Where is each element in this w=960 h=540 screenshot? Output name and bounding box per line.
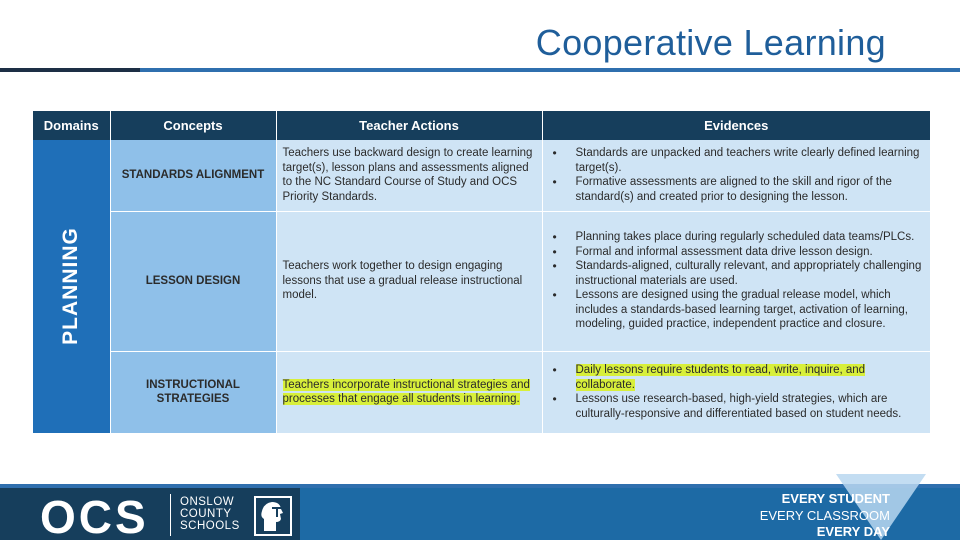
list-item: • Standards are unpacked and teachers write clearly defined learning target(s). [551, 146, 923, 175]
domain-label: PLANNING [59, 227, 82, 346]
evidence-list [551, 363, 923, 421]
evidence-instructional-strategies [542, 351, 930, 433]
evidence-lesson-design [542, 211, 930, 351]
evidence-standards-alignment [542, 140, 930, 211]
list-item [551, 363, 923, 392]
highlighted-text: Teachers incorporate instructional strategies and processes that engage all students in learning. [282, 378, 530, 405]
title-rule [0, 68, 960, 72]
concept-standards-alignment: STANDARDS ALIGNMENT [110, 140, 276, 211]
evidence-list [551, 146, 923, 204]
tagline [760, 491, 890, 540]
concept-instructional-strategies: INSTRUCTIONAL STRATEGIES [110, 351, 276, 433]
district-name-line: COUNTY [180, 508, 232, 520]
logo-divider [170, 494, 171, 536]
list-item: • Formal and informal assessment data drive lesson design. [551, 245, 923, 260]
planning-table [33, 111, 930, 434]
header-evidences: Evidences [542, 111, 930, 140]
list-item: • Lessons use research-based, high-yield strategies, which are culturally-responsive and differentiated based on student needs. [551, 392, 923, 421]
domain-cell [33, 140, 110, 433]
list-item: • Formative assessments are aligned to the skill and rigor of the standard(s) and created prior to designing the lesson. [551, 175, 923, 204]
header-teacher-actions: Teacher Actions [276, 111, 542, 140]
school-profile-icon [252, 495, 294, 540]
title-rule-accent [0, 68, 140, 72]
action-standards-alignment: Teachers use backward design to create learning target(s), lesson plans and assessments aligned to the NC Standard Course of Study and OCS Priority Standards. [276, 140, 542, 211]
table-row [33, 351, 930, 433]
table-row [33, 140, 930, 211]
tagline-line: EVERY STUDENT [781, 491, 890, 506]
district-name-line: ONSLOW [180, 496, 235, 508]
action-instructional-strategies [276, 351, 542, 433]
table-row [33, 211, 930, 351]
list-item: • Planning takes place during regularly scheduled data teams/PLCs. [551, 230, 923, 245]
tagline-line: EVERY CLASSROOM [759, 507, 890, 523]
concept-lesson-design: LESSON DESIGN [110, 211, 276, 351]
slide-title: Cooperative Learning [535, 22, 886, 63]
list-item: • Lessons are designed using the gradual release model, which includes a standards-based learning target, activation of learning, modeling, guided practice, independent practice and closure. [551, 288, 923, 332]
list-item: • Standards-aligned, culturally relevant, and appropriately challenging instructional materials are used. [551, 259, 923, 288]
evidence-list [551, 230, 923, 332]
table-header-row [33, 111, 930, 140]
header-domains: Domains [33, 111, 110, 140]
action-lesson-design: Teachers work together to design engaging lessons that use a gradual release instructional model. [276, 211, 542, 351]
header-concepts: Concepts [110, 111, 276, 140]
district-name-line: SCHOOLS [180, 520, 240, 532]
tagline-line: EVERY DAY [816, 524, 890, 539]
highlighted-text: Daily lessons require students to read, write, inquire, and collaborate. [575, 364, 866, 391]
district-name [180, 496, 248, 532]
ocs-logo-text: OCS [40, 491, 149, 540]
